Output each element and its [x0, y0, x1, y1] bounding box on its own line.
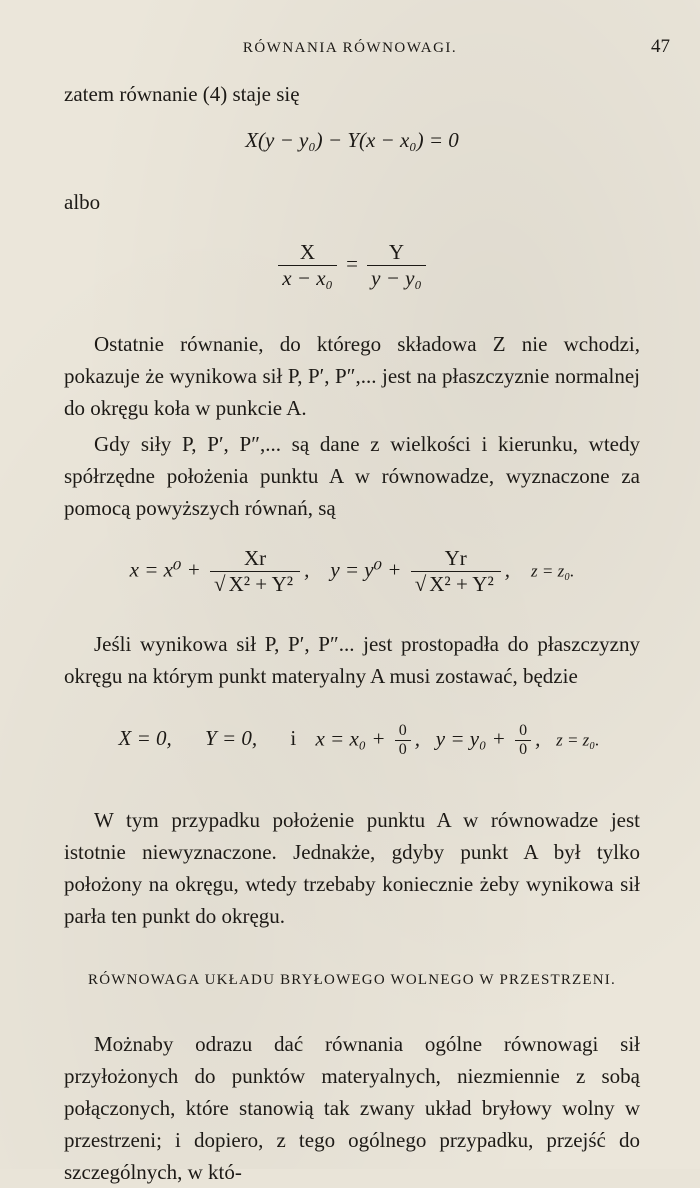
y-term: y = y₀ + — [435, 726, 506, 751]
paragraph-jesli: Jeśli wynikowa sił P, P′, P″... jest prostopadła do płaszczyzny okręgu na którym punkt materyalny A musi zostawać, będzie — [64, 632, 640, 688]
paragraph-intro: zatem równanie (4) staje się — [64, 82, 300, 106]
paragraph-moznaby: Możnaby odrazu dać równania ogólne równowagi sił przyłożonych do punktów materyalnych, niezmiennie z sobą połączonych, które stanowią tak zwany układ bryłowy wolny w przestrzeni; i dopiero, z tego ogólnego przypadku, przejść do szczególnych, w któ- — [64, 1032, 640, 1184]
paragraph-gdy-sily: Gdy siły P, P′, P″,... są dane z wielkości i kierunku, wtedy spółrzędne położenia punktu A w równowadze, wyznaczone za pomocą powyższych równań, są — [64, 432, 640, 520]
word-albo: albo — [64, 190, 101, 214]
denominator: y − y₀ — [367, 265, 426, 291]
numerator: X — [299, 240, 316, 264]
word-i: i — [290, 726, 297, 751]
equation-2 — [64, 240, 640, 291]
fraction-y — [515, 722, 531, 759]
comma: , — [535, 726, 541, 751]
numerator: Yr — [444, 546, 467, 570]
equals-sign: = — [346, 251, 358, 276]
denominator: x − x₀ — [278, 265, 337, 291]
fraction-x — [210, 546, 300, 597]
comma: , — [304, 557, 310, 582]
equation-1: X(y − y₀) − Y(x − x₀) = 0 — [245, 128, 459, 152]
denominator: √ X² + Y² — [210, 571, 300, 597]
paragraph-ostatnie: Ostatnie równanie, do którego składowa Z nie wchodzi, pokazuje że wynikowa sił P, P′, P″,... jest na płaszczyznie normalnej do okręgu koła w punkcie A. — [64, 332, 640, 420]
y-zero: Y = 0, — [205, 726, 258, 751]
equation-3 — [64, 546, 640, 597]
y-term: y = y⁰ + — [330, 557, 402, 582]
fraction-x — [395, 722, 411, 759]
denominator: √ X² + Y² — [411, 571, 501, 597]
denominator: 0 — [395, 740, 411, 759]
x-zero: X = 0, — [118, 726, 172, 751]
section-heading: RÓWNOWAGA UKŁADU BRYŁOWEGO WOLNEGO W PRZESTRZENI. — [88, 972, 616, 988]
numerator: Y — [388, 240, 405, 264]
comma: , — [504, 557, 510, 582]
denominator: 0 — [515, 740, 531, 759]
fraction-y — [411, 546, 501, 597]
numerator: Xr — [243, 546, 267, 570]
fraction-right — [367, 240, 426, 291]
running-title: RÓWNANIA RÓWNOWAGI. — [242, 40, 458, 56]
running-header — [0, 36, 700, 64]
x-term: x = x₀ + — [315, 726, 386, 751]
paragraph-w-tym: W tym przypadku położenie punktu A w równowadze jest istotnie niewyznaczone. Jednakże, gdyby punkt A był tylko położony na okręgu, wtedy trzebaby koniecznie żeby wynikowa sił parła ten punkt do okręgu. — [64, 808, 640, 928]
equation-4 — [64, 722, 640, 759]
radicand: X² + Y² — [426, 571, 497, 596]
z-term: z = z₀. — [556, 730, 600, 750]
comma: , — [414, 726, 421, 751]
page-number: 47 — [651, 36, 670, 57]
numerator: 0 — [519, 722, 528, 739]
numerator: 0 — [398, 722, 407, 739]
radicand: X² + Y² — [226, 571, 297, 596]
x-term: x = x⁰ + — [129, 557, 201, 582]
fraction-left — [278, 240, 337, 291]
z-term: z = z₀. — [531, 561, 575, 581]
